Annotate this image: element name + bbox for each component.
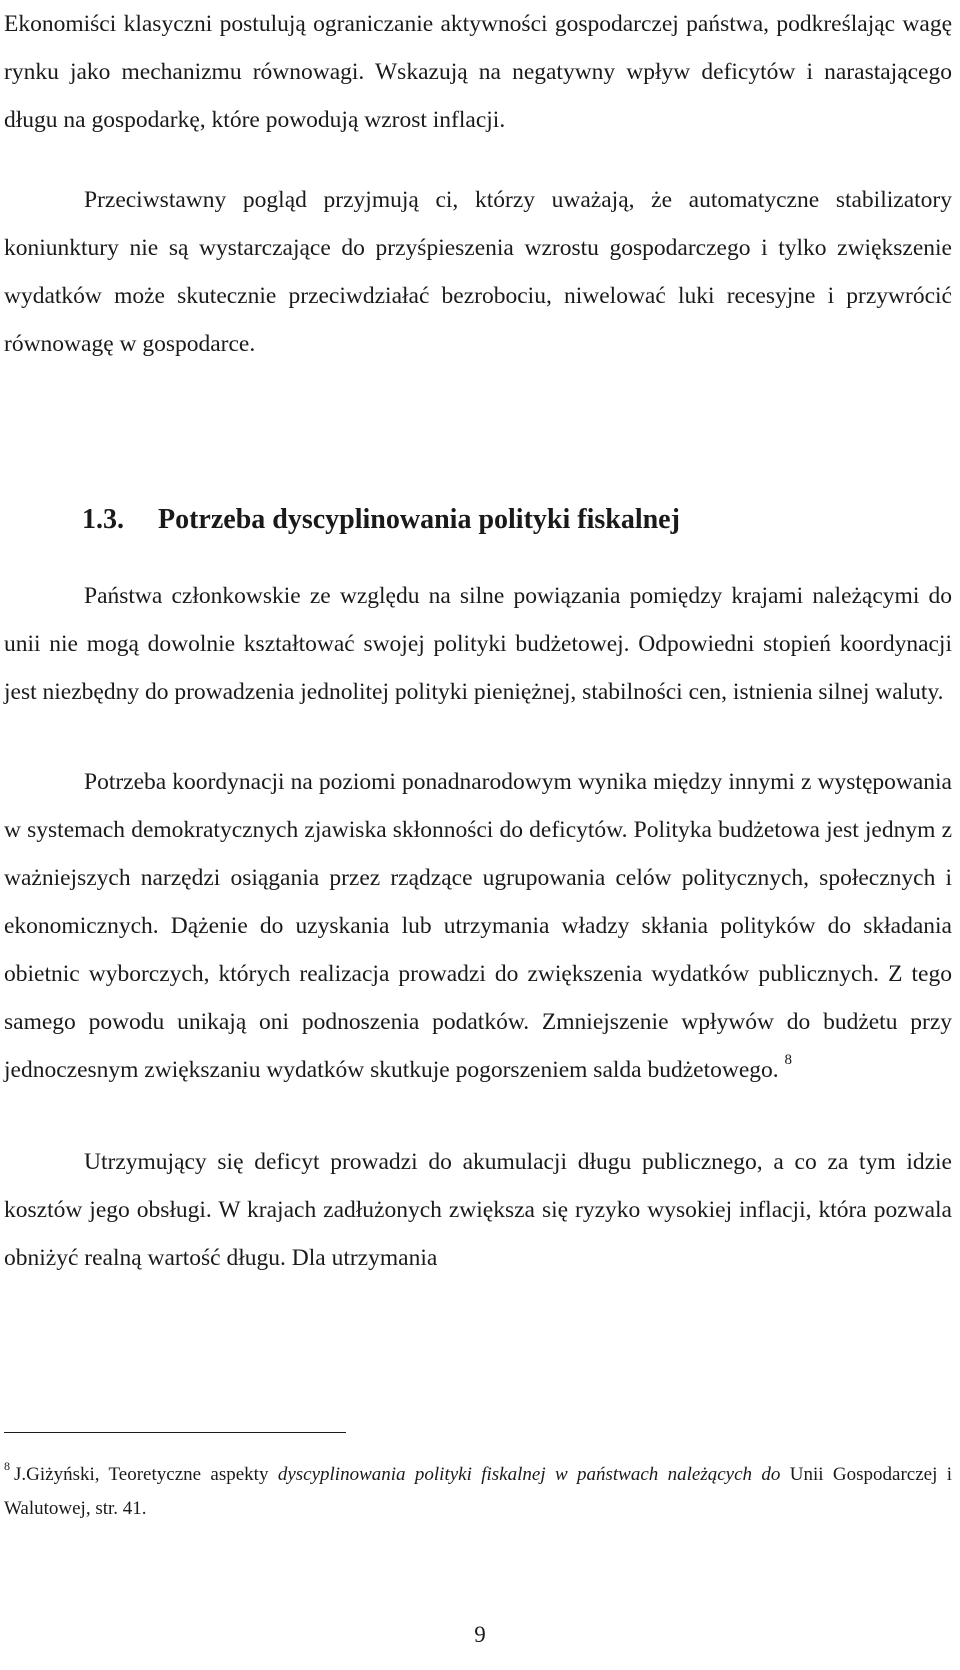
section-title: Potrzeba dyscyplinowania polityki fiskalnej (158, 504, 680, 535)
footnote (4, 1458, 952, 1526)
paragraph-persistent-deficit: Utrzymujący się deficyt prowadzi do akumulacji długu publicznego, a co za tym idzie kosztów jego obsługi. W krajach zadłużonych zwiększa się ryzyko wysokiej inflacji, która pozwala obniżyć realną wartość długu. Dla utrzymania (4, 1149, 952, 1271)
footnote-title-italic: dyscyplinowania polityki fiskalnej w państwach należących do (277, 1464, 781, 1485)
paragraph-classical-economists: Ekonomiści klasyczni postulują ograniczanie aktywności gospodarczej państwa, podkreślając wagę rynku jako mechanizmu równowagi. Wskazują na negatywny wpływ deficytów i narastającego długu na gospodarkę, które powodują wzrost inflacji. (4, 11, 952, 133)
footnote-pages: str. 41. (95, 1498, 147, 1519)
section-heading (82, 500, 680, 540)
footnote-author: J.Giżyński, (14, 1464, 100, 1485)
footnote-separator (4, 1432, 346, 1433)
paragraph-coordination-text: Potrzeba koordynacji na poziomi ponadnarodowym wynika między innymi z występowania w systemach demokratycznych zjawiska skłonności do deficytów. Polityka budżetowa jest jednym z ważniejszych narzędzi osiągania przez rządzące ugrupowania celów politycznych, społecznych i ekonomicznych. Dążenie do uzyskania lub utrzymania władzy skłania polityków do składania obietnic wyborczych, których realizacja prowadzi do zwiększenia wydatków publicznych. Z tego samego powodu unikają oni podnoszenia podatków. Zmniejszenie wpływów do budżetu przy jednoczesnym zwiększaniu wydatków skutkuje pogorszeniem salda budżetowego. (4, 769, 952, 1083)
paragraph-member-states: Państwa członkowskie ze względu na silne powiązania pomiędzy krajami należącymi do unii nie mogą dowolnie kształtować swojej polityki budżetowej. Odpowiedni stopień koordynacji jest niezbędny do prowadzenia jednolitej polityki pieniężnej, stabilności cen, istnienia silnej waluty. (4, 583, 952, 705)
footnote-title-plain: Teoretyczne aspekty (108, 1464, 269, 1485)
paragraph-coordination-need (4, 758, 952, 1094)
page-number: 9 (474, 1622, 486, 1647)
footnote-reference[interactable]: 8 (784, 1052, 793, 1068)
footnote-title-rest: Unii Gospodarczej i Walutowej, (4, 1464, 952, 1519)
footnote-number: 8 (4, 1459, 10, 1473)
paragraph-opposing-view: Przeciwstawny pogląd przyjmują ci, którzy uważają, że automatyczne stabilizatory koniunktury nie są wystarczające do przyśpieszenia wzrostu gospodarczego i tylko zwiększenie wydatków może skutecznie przeciwdziałać bezrobociu, niwelować luki recesyjne i przywrócić równowagę w gospodarce. (4, 187, 952, 357)
section-number: 1.3. (82, 504, 124, 535)
